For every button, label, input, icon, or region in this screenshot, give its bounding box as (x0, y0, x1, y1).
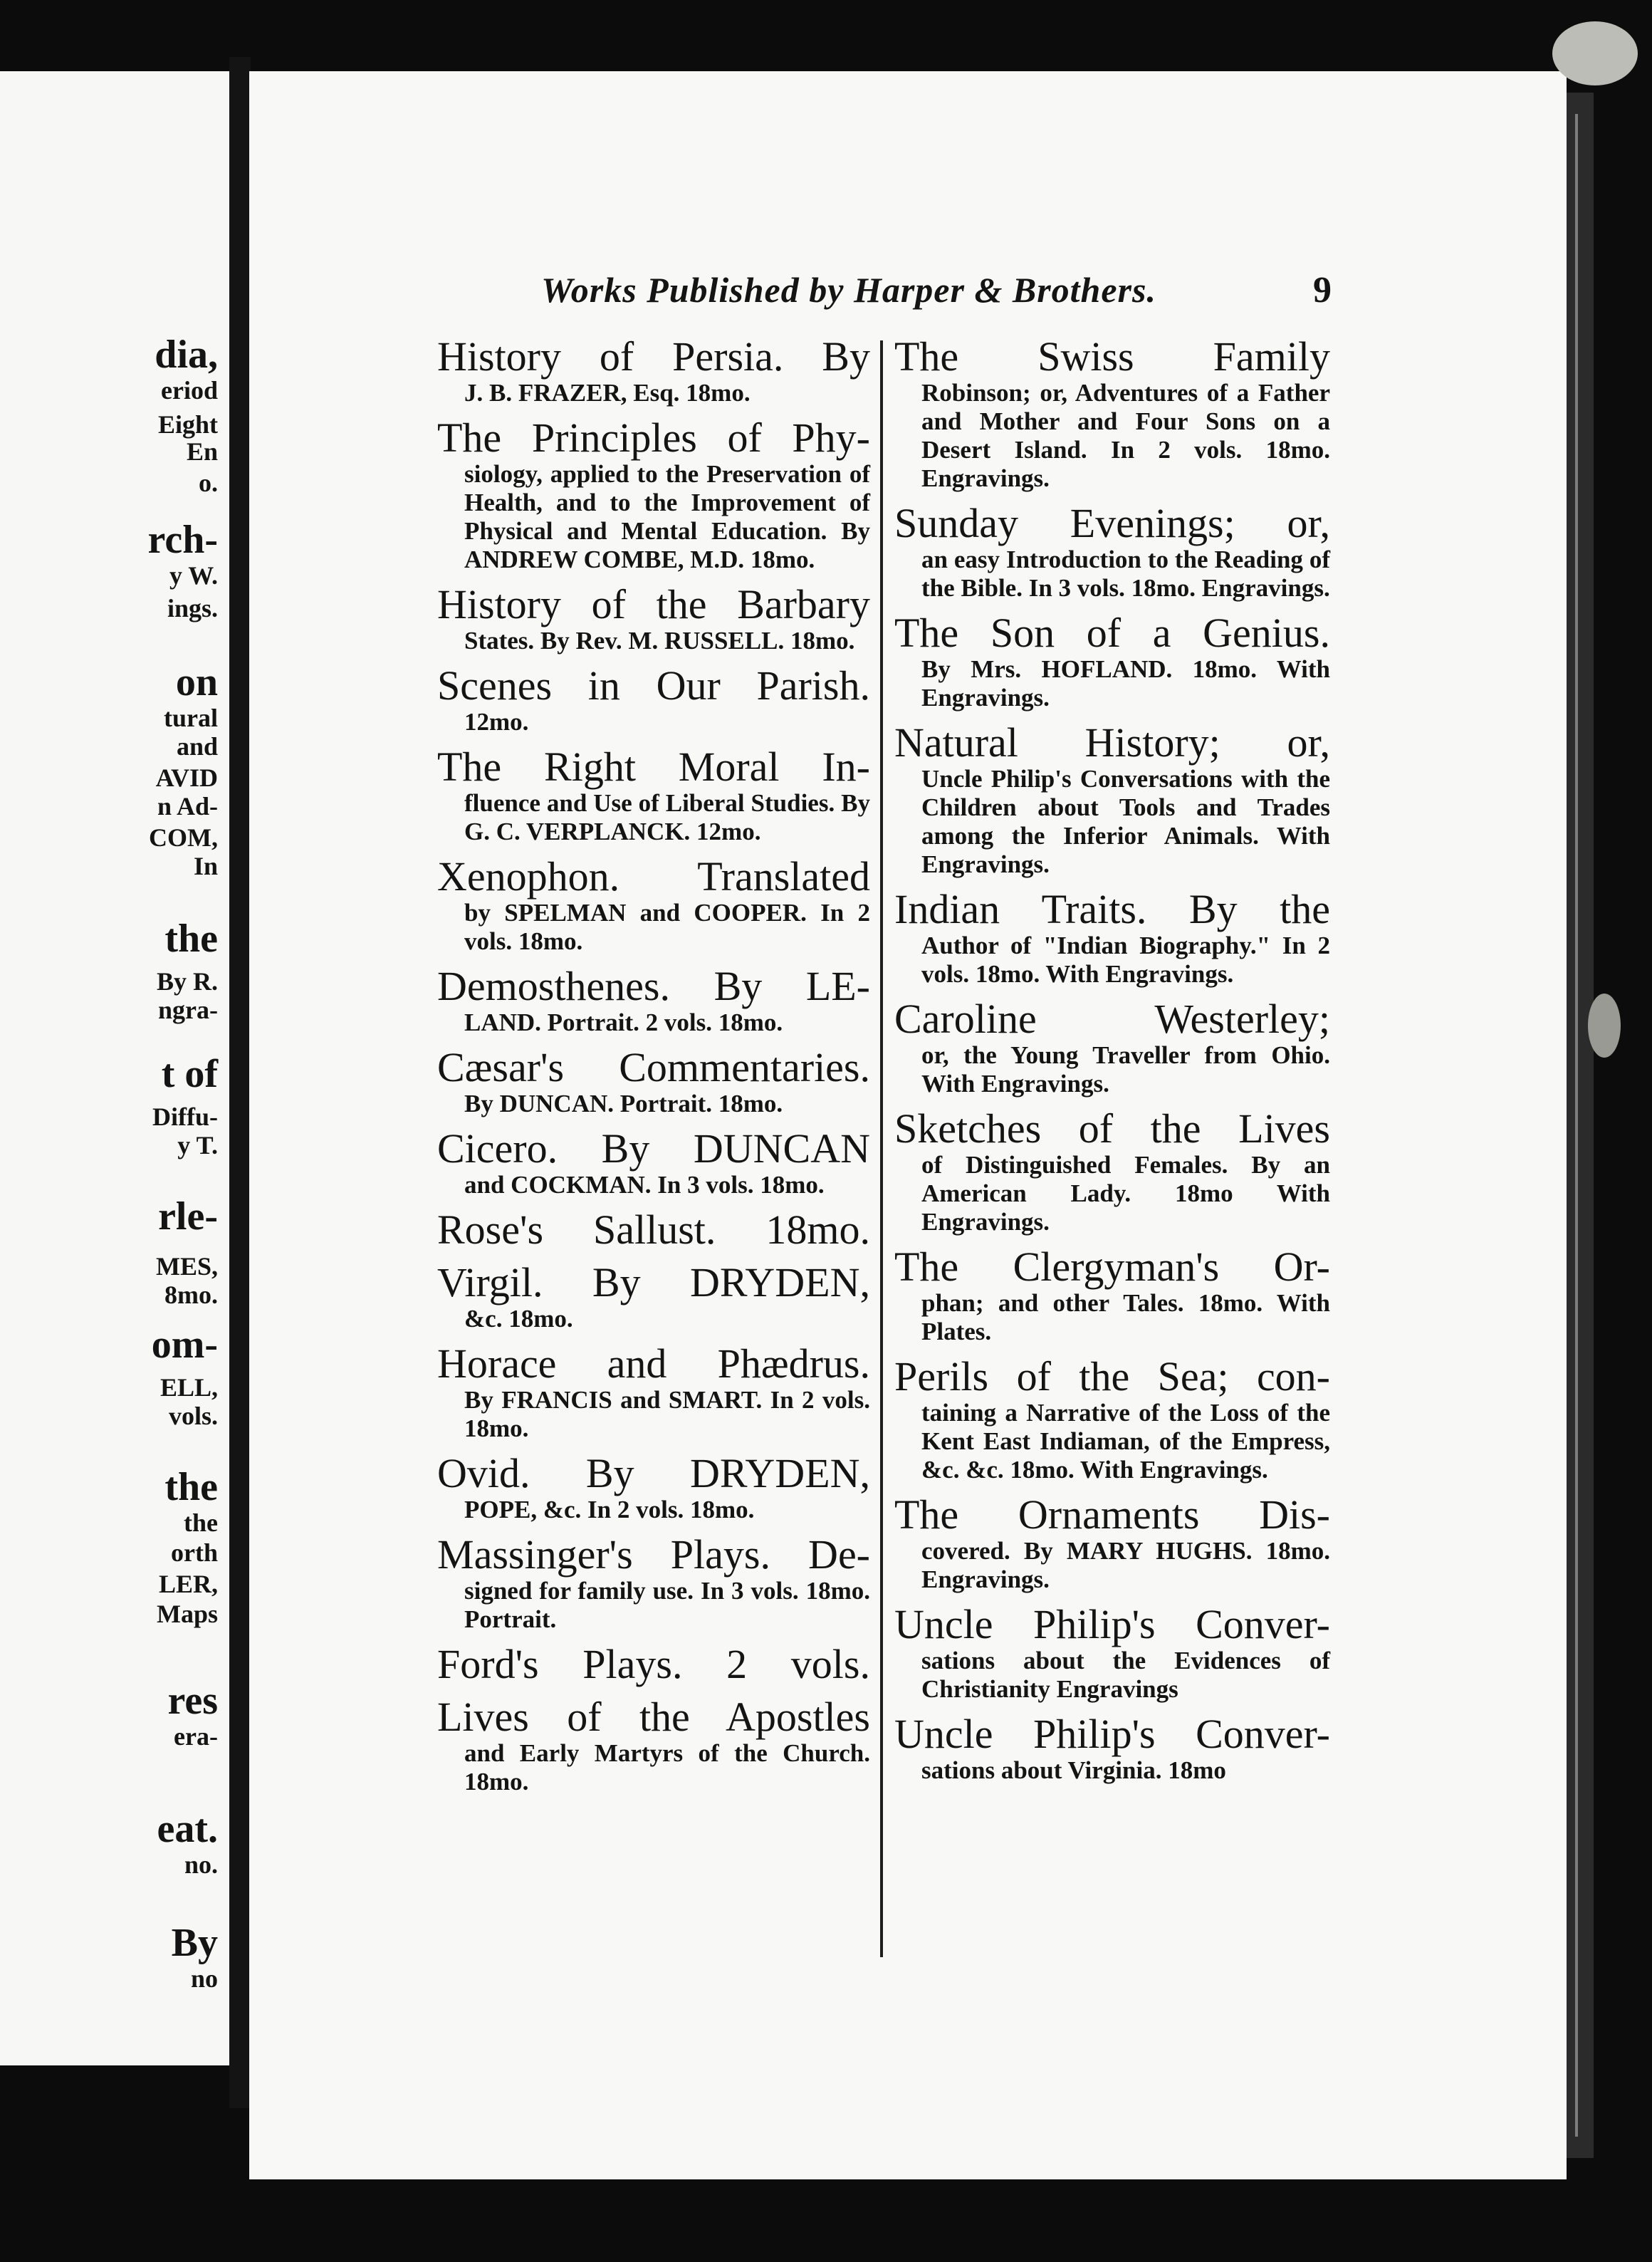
catalogue-entry (437, 664, 870, 736)
catalogue-entry (894, 997, 1330, 1098)
page-number: 9 (1313, 270, 1332, 311)
catalogue-entry (437, 1208, 870, 1252)
left-page-text-fragment: the (164, 1465, 218, 1509)
entry-description: States. By Rev. M. RUSSELL. 18mo. (464, 627, 855, 655)
entry-title: Indian Traits. By the (894, 886, 1330, 932)
left-page-text-fragment: MES, (155, 1252, 218, 1281)
entry-title: History of Persia. By (437, 333, 870, 380)
paper-damage-top-right (1552, 21, 1638, 85)
entry-title: Caroline Westerley; (894, 996, 1330, 1042)
entry-description: fluence and Use of Liberal Studies. By G. C. VERPLANCK. 12mo. (464, 789, 870, 845)
left-page-text-fragment: era- (174, 1722, 218, 1751)
entry-title: The Right Moral In- (437, 744, 870, 790)
catalogue-entry (437, 1642, 870, 1687)
left-page-text-fragment: Diffu- (152, 1103, 218, 1131)
entry-title: Ford's Plays. 2 vols. (437, 1641, 870, 1687)
entry-description: by SPELMAN and COOPER. In 2 vols. 18mo. (464, 899, 870, 955)
paper-damage-edge (1588, 994, 1621, 1058)
left-page-text-fragment: By R. (156, 967, 218, 996)
entry-description: signed for family use. In 3 vols. 18mo. Portrait. (464, 1577, 870, 1633)
left-page-text-fragment: ings. (167, 594, 218, 622)
entry-title: The Swiss Family (894, 333, 1330, 380)
entry-description: LAND. Portrait. 2 vols. 18mo. (464, 1008, 783, 1036)
left-page-text-fragment: 8mo. (164, 1281, 218, 1309)
entry-title: Uncle Philip's Conver- (894, 1711, 1330, 1757)
left-page-text-fragment: on (175, 660, 218, 704)
left-page-text-fragment: COM, (149, 823, 218, 852)
left-page-text-fragment: En (186, 437, 218, 466)
entry-title: Sunday Evenings; or, (894, 500, 1330, 546)
catalogue-entry (894, 1493, 1330, 1594)
catalogue-entry (894, 721, 1330, 879)
column-rule (880, 340, 883, 1957)
entry-description: 12mo. (464, 708, 529, 736)
entry-description: POPE, &c. In 2 vols. 18mo. (464, 1496, 755, 1523)
entry-description: of Distinguished Females. By an American Lady. 18mo With Engravings. (921, 1151, 1330, 1236)
entry-title: Virgil. By DRYDEN, (437, 1259, 870, 1305)
page-edge-line (1575, 114, 1578, 2137)
book-gutter (229, 57, 251, 2108)
left-page-text-fragment: res (167, 1679, 218, 1723)
running-header (541, 269, 1332, 312)
left-page-text-fragment: dia, (155, 333, 218, 377)
left-page-text-fragment: and (176, 732, 218, 761)
entry-title: Horace and Phædrus. (437, 1340, 870, 1387)
left-page-text-fragment: the (184, 1508, 218, 1537)
catalogue-entry (437, 855, 870, 956)
catalogue-entry (437, 1127, 870, 1199)
entry-description: and Early Martyrs of the Church. 18mo. (464, 1739, 870, 1795)
left-page-text-fragment: eriod (161, 376, 218, 405)
entry-title: The Clergyman's Or- (894, 1244, 1330, 1290)
entry-description: taining a Narrative of the Loss of the Kent East Indiaman, of the Empress, &c. &c. 18mo. With Engravings. (921, 1399, 1330, 1484)
entry-description: Uncle Philip's Conversations with the Children about Tools and Trades among the Inferior Animals. With Engravings. (921, 765, 1330, 878)
entry-title: Cæsar's Commentaries. (437, 1044, 870, 1090)
entry-description: Robinson; or, Adventures of a Father and Mother and Four Sons on a Desert Island. In 2 vols. 18mo. Engravings. (921, 379, 1330, 492)
running-title: Works Published by Harper & Brothers. (541, 270, 1156, 310)
left-page-text-fragment: orth (171, 1538, 218, 1567)
catalogue-column-left (437, 335, 870, 1805)
entry-title: Lives of the Apostles (437, 1694, 870, 1740)
entry-description: By DUNCAN. Portrait. 18mo. (464, 1090, 783, 1117)
entry-title: Scenes in Our Parish. (437, 662, 870, 709)
left-page-text-fragment: ngra- (158, 996, 218, 1024)
catalogue-entry (894, 335, 1330, 493)
left-page-text-fragment: tural (164, 704, 218, 732)
catalogue-entry (437, 964, 870, 1037)
catalogue-column-right (894, 335, 1330, 1793)
entry-title: The Ornaments Dis- (894, 1491, 1330, 1538)
catalogue-entry (437, 335, 870, 407)
catalogue-entry (894, 1107, 1330, 1236)
catalogue-entry (437, 583, 870, 655)
entry-description: sations about the Evidences of Christianity Engravings (921, 1647, 1330, 1703)
entry-title: Natural History; or, (894, 719, 1330, 766)
entry-description: By Mrs. HOFLAND. 18mo. With Engravings. (921, 655, 1330, 712)
left-page-text-fragment: Eight (157, 410, 218, 439)
left-page-fragment (0, 71, 229, 2065)
left-page-text-fragment: rch- (147, 518, 218, 562)
left-page-text-fragment: eat. (157, 1807, 218, 1851)
entry-description: or, the Young Traveller from Ohio. With Engravings. (921, 1041, 1330, 1098)
entry-description: an easy Introduction to the Reading of the Bible. In 3 vols. 18mo. Engravings. (921, 546, 1330, 602)
left-page-text-fragment: om- (151, 1323, 218, 1367)
entry-title: The Son of a Genius. (894, 610, 1330, 656)
entry-title: Massinger's Plays. De- (437, 1531, 870, 1578)
entry-description: siology, applied to the Preservation of Health, and to the Improvement of Physical and Mental Education. By ANDREW COMBE, M.D. 18mo. (464, 460, 870, 573)
entry-title: Xenophon. Translated (437, 853, 870, 900)
entry-title: Demosthenes. By LE- (437, 963, 870, 1009)
entry-title: The Principles of Phy- (437, 415, 870, 461)
entry-description: phan; and other Tales. 18mo. With Plates. (921, 1289, 1330, 1345)
left-page-text-fragment: y W. (169, 561, 218, 590)
catalogue-entry (894, 1245, 1330, 1346)
left-page-text-fragment: In (193, 852, 218, 880)
catalogue-entry (437, 1695, 870, 1796)
entry-title: History of the Barbary (437, 581, 870, 627)
catalogue-entry (894, 887, 1330, 989)
catalogue-entry (894, 1712, 1330, 1785)
entry-description: &c. 18mo. (464, 1305, 573, 1333)
entry-description: Author of "Indian Biography." In 2 vols. 18mo. With Engravings. (921, 932, 1330, 988)
left-page-text-fragment: vols. (168, 1402, 218, 1430)
entry-description: and COCKMAN. In 3 vols. 18mo. (464, 1171, 825, 1199)
catalogue-entry (437, 416, 870, 574)
catalogue-entry (437, 1533, 870, 1634)
left-page-text-fragment: the (164, 917, 218, 961)
left-page-text-fragment: rle- (158, 1194, 218, 1239)
left-page-text-fragment: o. (199, 469, 218, 497)
catalogue-entry (894, 501, 1330, 603)
entry-description: sations about Virginia. 18mo (921, 1756, 1226, 1784)
left-page-text-fragment: ELL, (160, 1373, 218, 1402)
catalogue-entry (894, 1355, 1330, 1484)
entry-title: Sketches of the Lives (894, 1105, 1330, 1152)
left-page-text-fragment: n Ad- (157, 792, 218, 820)
page-edge (1567, 93, 1594, 2158)
catalogue-entry (894, 611, 1330, 712)
entry-description: J. B. FRAZER, Esq. 18mo. (464, 379, 751, 407)
entry-description: By FRANCIS and SMART. In 2 vols. 18mo. (464, 1386, 870, 1442)
entry-title: Uncle Philip's Conver- (894, 1601, 1330, 1647)
entry-description: covered. By MARY HUGHS. 18mo. Engravings. (921, 1537, 1330, 1593)
left-page-text-fragment: no (190, 1964, 218, 1993)
catalogue-entry (437, 1046, 870, 1118)
left-page-text-fragment: By (171, 1921, 218, 1965)
entry-title: Ovid. By DRYDEN, (437, 1450, 870, 1496)
left-page-text-fragment: LER, (158, 1570, 218, 1598)
catalogue-entry (437, 745, 870, 846)
left-page-text-fragment: no. (184, 1850, 218, 1879)
left-page-text-fragment: AVID (155, 763, 218, 792)
entry-title: Perils of the Sea; con- (894, 1353, 1330, 1400)
catalogue-entry (437, 1342, 870, 1443)
catalogue-entry (437, 1261, 870, 1333)
left-page-text-fragment: y T. (177, 1131, 218, 1159)
left-page-text-fragment: t of (161, 1052, 218, 1096)
entry-title: Rose's Sallust. 18mo. (437, 1206, 870, 1253)
left-page-text-fragment: Maps (156, 1600, 218, 1628)
catalogue-entry (437, 1451, 870, 1524)
entry-title: Cicero. By DUNCAN (437, 1125, 870, 1172)
catalogue-entry (894, 1602, 1330, 1704)
